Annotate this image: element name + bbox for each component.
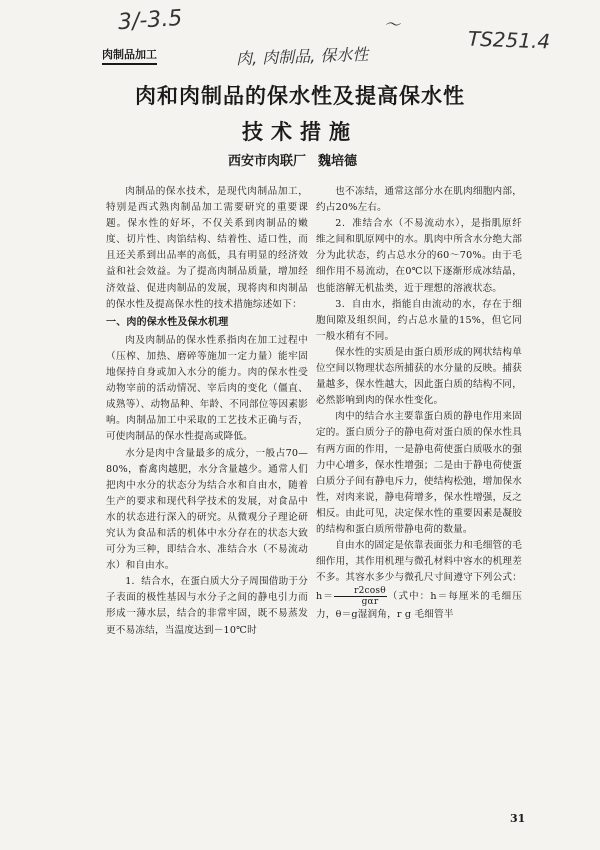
body-paragraph: 也不冻结，通常这部分水在肌肉细胞内部，约占20%左右。 [316,186,522,214]
handwritten-call-number: 3/-3.5 [117,5,184,36]
body-paragraph: 肉中的结合水主要靠蛋白质的静电作用来固定的。蛋白质分子的静电荷对蛋白质的保水性具有两方面的作用，一是静电荷使蛋白质吸水的强力中心增多，保水性增强；二是由于静电荷使蛋白质分子间有静电斥力，使结构松弛，增加保水性，对肉来说，静电荷增多，保水性增强，反之相反。由此可见，决定保水性的重要因素是凝胶的结构和蛋白质所带静电荷的数量。 [316,411,522,535]
section-heading: 一、肉的保水性及保水机理 [106,316,229,328]
right-column [316,184,522,623]
author-name: 魏培德 [318,154,358,169]
formula-tail-text: （式中：h＝每厘米的毛细压力，θ＝g湿润角，r g 毛细管半 [316,591,522,621]
handwritten-mark: 〜 [384,15,401,34]
page-number: 31 [510,812,526,825]
section-label: 肉制品加工 [102,46,157,65]
intro-paragraph: 肉制品的保水技术，是现代肉制品加工，特别是西式熟肉制品加工需要研究的重要课题。保水性的好坏，不仅关系到肉制品的嫩度、切片性、肉馅结构、结着性、适口性，而且还关系到出品率的高低，具有明显的经济效益和社会效益。为了提高肉制品质量，增加经济效益、促进肉制品的发展，现将肉和肉制品的保水性及提高保水性的技术措施综述如下： [106,186,308,310]
body-paragraph: 1．结合水，在蛋白质大分子周围借助于分子表面的极性基因与水分子之间的静电引力而形成一薄水层，结合的非常牢固，既不易蒸发更不易冻结，当温度达到－10℃时 [106,576,308,636]
article-title-line1: 肉和肉制品的保水性及提高保水性 [135,83,465,108]
capillary-formula [334,586,387,607]
left-column [106,184,308,639]
author-affiliation: 西安市肉联厂 [228,154,307,169]
article-title-line2: 技术措施 [242,119,358,144]
body-paragraph: 3．自由水，指能自由流动的水，存在于细胞间隙及组织间，约占总水量的15%，但它同一般水稍有不同。 [316,298,522,342]
handwritten-classification: TS251.4 [467,26,551,54]
formula-paragraph [316,538,522,623]
formula-lead-text: 自由水的固定是依靠表面张力和毛细管的毛细作用，其作用机理与微孔材料中容水的机理差不多。其容水多少与微孔尺寸间遵守下列公式：h＝ [316,540,522,603]
body-paragraph: 2．准结合水（不易流动水），是指肌原纤维之间和肌原网中的水。肌肉中所含水分绝大部分为此状态，约占总水分的60～70%。由于毛细作用不易流动，在0℃以下逐渐形成冰结晶，也能溶解无机盐类，近于理想的溶液状态。 [316,218,522,294]
body-paragraph: 水分是肉中含量最多的成分，一般占70—80%，畜禽肉越肥，水分含量越少。通常人们把肉中水分的状态分为结合水和自由水，随着生产的要求和现代科学技术的发展，对食品中水的状态进行深入的研究。从微观分子理论研究认为食品和活的机体中水分存在的状态大致可分为三种，即结合水、准结合水（不易流动水）和自由水。 [106,447,308,572]
body-paragraph: 肉及肉制品的保水性系指肉在加工过程中（压榨、加热、磨碎等施加一定力量）能牢固地保持自身或加入水分的能力。肉的保水性受动物宰前的活动情况、宰后肉的变化（僵直、成熟等）、动物品种、年龄、不同部位等因素影响。肉制品加工中采取的工艺技术正确与否，可使肉制品的保水性提高或降低。 [106,334,308,443]
body-paragraph: 保水性的实质是由蛋白质形成的网状结构单位空间以物理状态所捕获的水分量的反映。捕获量越多，保水性越大，因此蛋白质的结构不同，必然影响到肉的保水性变化。 [316,346,522,407]
handwritten-keywords: 肉, 肉制品, 保水性 [235,44,369,69]
formula-denominator: gαr [361,597,379,608]
formula-numerator: r2cosθ [334,586,387,597]
